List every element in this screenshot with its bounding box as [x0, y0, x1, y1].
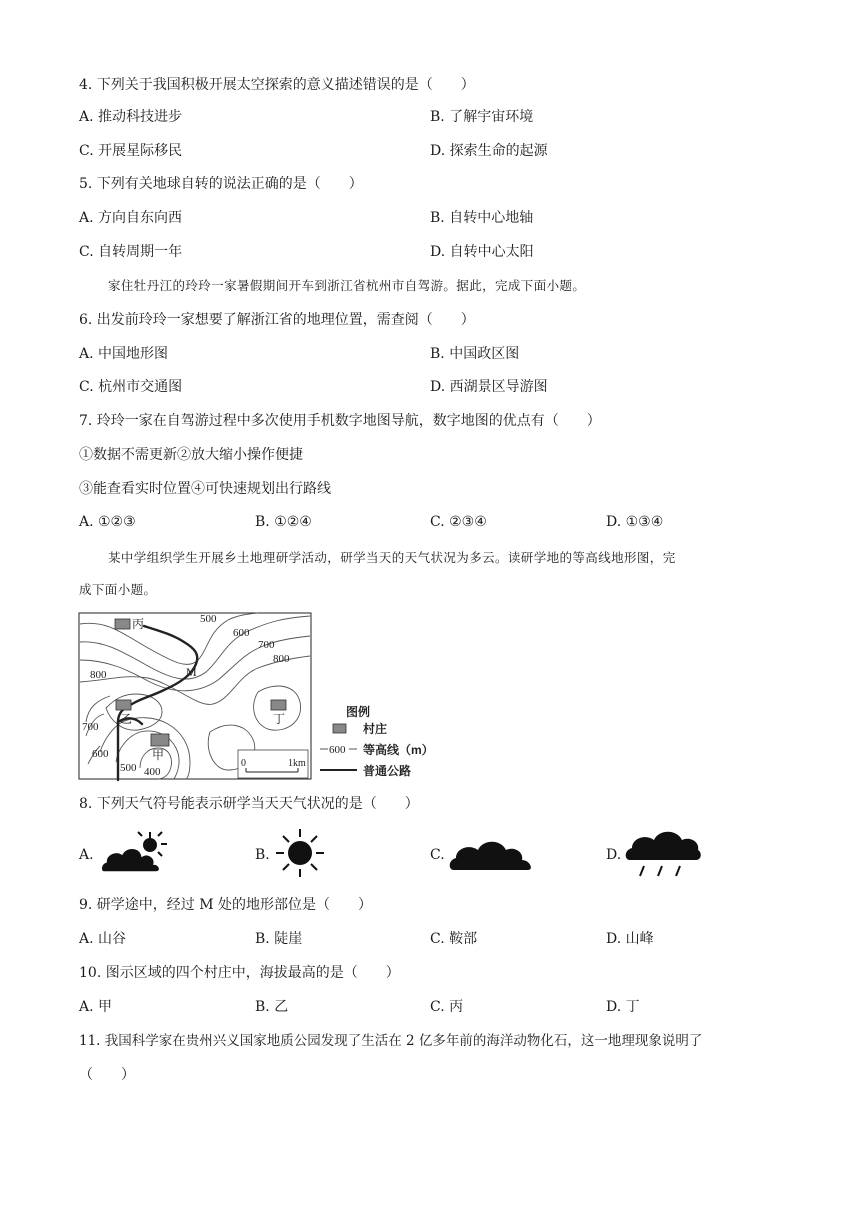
q6-stem: 6. 出发前玲玲一家想要了解浙江省的地理位置，需查阅（ ） [79, 312, 475, 328]
contour-label-800-right: 800 [273, 653, 290, 665]
q4-option-b: B. 了解宇宙环境 [430, 109, 534, 125]
sun-icon [270, 828, 330, 882]
q9-stem: 9. 研学途中，经过 M 处的地形部位是（ ） [79, 897, 373, 913]
q10-option-d: D. 丁 [606, 999, 640, 1015]
contour-map-figure [78, 612, 458, 784]
contour-map [78, 612, 458, 784]
q5-option-d: D. 自转中心太阳 [430, 244, 534, 260]
contour-label-800-left: 800 [90, 669, 107, 681]
contour-label-700-left: 700 [82, 721, 99, 733]
intro-paragraph-2-line-1: 某中学组织学生开展乡土地理研学活动，研学当天的天气状况为多云。读研学地的等高线地形图，完 [108, 550, 676, 565]
scale-bar [238, 750, 308, 778]
q6-option-b: B. 中国政区图 [430, 346, 520, 362]
q5-option-b: B. 自转中心地轴 [430, 210, 534, 226]
q4-option-c: C. 开展星际移民 [79, 143, 183, 159]
q4-stem: 4. 下列关于我国积极开展太空探索的意义描述错误的是（ ） [79, 77, 475, 93]
legend-village-label: 村庄 [363, 722, 388, 736]
cloud-sun-icon [98, 830, 170, 878]
q7-option-b: B. ①②④ [255, 514, 312, 530]
q10-option-b: B. 乙 [255, 999, 289, 1015]
contour-label-600-top: 600 [233, 627, 250, 639]
q5-option-c: C. 自转周期一年 [79, 244, 183, 260]
rain-cloud-icon [622, 826, 702, 886]
village-label-ding: 丁 [273, 712, 286, 726]
q7-statement-2: ③能查看实时位置④可快速规划出行路线 [79, 481, 331, 497]
q8-option-b-label: B. [255, 847, 270, 863]
intro-paragraph-2-line-2: 成下面小题。 [79, 582, 157, 597]
intro-paragraph-1: 家住牡丹江的玲玲一家暑假期间开车到浙江省杭州市自驾游。据此，完成下面小题。 [108, 278, 586, 293]
q8-option-c-label: C. [430, 847, 445, 863]
q5-stem: 5. 下列有关地球自转的说法正确的是（ ） [79, 176, 363, 192]
q4-option-d: D. 探索生命的起源 [430, 143, 548, 159]
q8-stem: 8. 下列天气符号能表示研学当天天气状况的是（ ） [79, 796, 419, 812]
contour-label-500-bottom: 500 [120, 762, 137, 774]
legend-road-label: 普通公路 [363, 764, 412, 778]
legend-contour-sample: 600 [329, 744, 346, 756]
legend-title: 图例 [346, 705, 371, 719]
contour-label-600-left: 600 [92, 748, 109, 760]
point-m-label: M [186, 665, 197, 679]
q7-statement-1: ①数据不需更新②放大缩小操作便捷 [79, 447, 303, 463]
q9-option-d: D. 山峰 [606, 931, 654, 947]
cloud-icon [448, 836, 534, 876]
q9-option-b: B. 陡崖 [255, 931, 303, 947]
q6-option-c: C. 杭州市交通图 [79, 379, 183, 395]
legend-contour-label: 等高线（m） [363, 743, 434, 757]
q11-stem: 11. 我国科学家在贵州兴义国家地质公园发现了生活在 2 亿多年前的海洋动物化石，这一地理现象说明了 [79, 1033, 703, 1049]
q7-option-d: D. ①③④ [606, 514, 664, 530]
q10-stem: 10. 图示区域的四个村庄中，海拔最高的是（ ） [79, 965, 400, 981]
q6-option-a: A. 中国地形图 [79, 346, 169, 362]
contour-label-500-top: 500 [200, 613, 217, 625]
contour-label-700-right: 700 [258, 639, 275, 651]
contour-label-400-bottom: 400 [144, 766, 161, 778]
village-label-bing: 丙 [132, 617, 145, 631]
q5-option-a: A. 方向自东向西 [79, 210, 183, 226]
q11-answer-paren: （ ） [79, 1067, 135, 1083]
scale-length-label: 1km [288, 758, 306, 769]
map-legend [320, 704, 434, 778]
q9-option-a: A. 山谷 [79, 931, 127, 947]
q10-option-a: A. 甲 [79, 999, 113, 1015]
q6-option-d: D. 西湖景区导游图 [430, 379, 548, 395]
village-label-jia: 甲 [152, 748, 165, 762]
q7-option-c: C. ②③④ [430, 514, 487, 530]
q9-option-c: C. 鞍部 [430, 931, 478, 947]
q8-option-a-label: A. [79, 847, 94, 863]
q7-stem: 7. 玲玲一家在自驾游过程中多次使用手机数字地图导航，数字地图的优点有（ ） [79, 413, 601, 429]
scale-zero-label: 0 [241, 758, 246, 769]
q4-option-a: A. 推动科技进步 [79, 109, 183, 125]
q10-option-c: C. 丙 [430, 999, 464, 1015]
q8-option-d-label: D. [606, 847, 622, 863]
q7-option-a: A. ①②③ [79, 514, 136, 530]
village-label-yi: 乙 [120, 712, 133, 726]
